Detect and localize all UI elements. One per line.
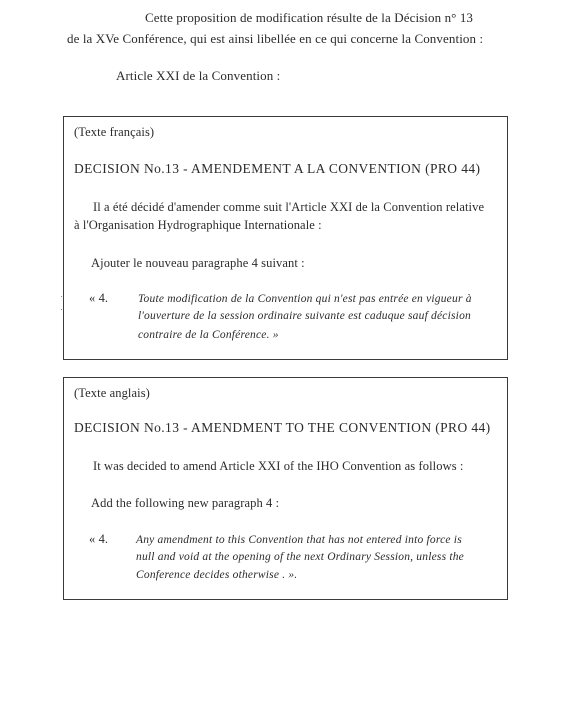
scan-speck [61, 309, 62, 310]
french-para1-line2: à l'Organisation Hydrographique Internationale : [74, 218, 322, 232]
french-quote-line2: l'ouverture de la session ordinaire suivante est caduque sauf décision [138, 310, 471, 322]
english-text-box [63, 377, 508, 600]
intro-line-1: Cette proposition de modification résulte de la Décision n° 13 [145, 10, 474, 25]
french-text-box [63, 116, 508, 360]
english-lang-label: (Texte anglais) [74, 386, 150, 400]
english-para2: Add the following new paragraph 4 : [91, 496, 280, 510]
english-para1: It was decided to amend Article XXI of the IHO Convention as follows : [93, 459, 464, 473]
english-quote-number: « 4. [89, 532, 109, 546]
english-decision-heading: DECISION No.13 - AMENDMENT TO THE CONVENTION (PRO 44) [74, 420, 491, 435]
intro-line-2: de la XVe Conférence, qui est ainsi libellée en ce qui concerne la Convention : [67, 31, 484, 46]
english-quote-line3: Conference decides otherwise . ». [136, 569, 298, 581]
french-para2: Ajouter le nouveau paragraphe 4 suivant : [91, 256, 305, 270]
article-reference: Article XXI de la Convention : [116, 68, 281, 83]
french-lang-label: (Texte français) [74, 125, 155, 139]
scan-speck [61, 296, 62, 297]
english-quote-line1: Any amendment to this Convention that has not entered into force is [136, 534, 462, 546]
french-quote-line1: Toute modification de la Convention qui n'est pas entrée en vigueur à [138, 293, 472, 305]
french-para1-line1: Il a été décidé d'amender comme suit l'Article XXI de la Convention relative [93, 200, 485, 214]
french-quote-line3: contraire de la Conférence. » [138, 329, 279, 341]
french-decision-heading: DECISION No.13 - AMENDEMENT A LA CONVENTION (PRO 44) [74, 161, 481, 176]
french-quote-number: « 4. [89, 291, 109, 305]
english-quote-line2: null and void at the opening of the next Ordinary Session, unless the [136, 551, 464, 563]
